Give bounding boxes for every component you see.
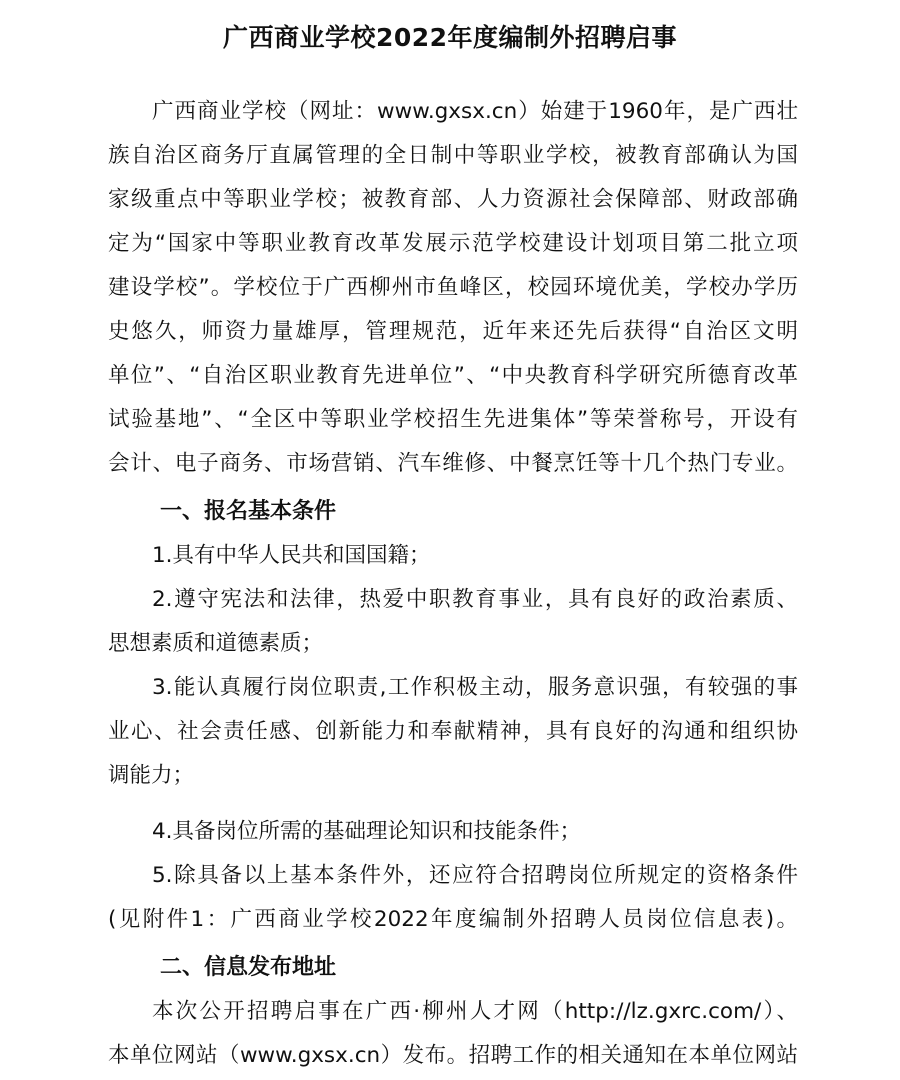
intro-line-6: 史悠久，师资力量雄厚，管理规范，近年来还先后获得“自治区文明 xyxy=(108,319,798,344)
intro-line-1: 广西商业学校（网址：www.gxsx.cn）始建于1960年，是广西壮 xyxy=(152,99,798,124)
condition-3-line-3: 调能力； xyxy=(108,763,195,788)
section-1-heading: 一、报名基本条件 xyxy=(160,499,337,524)
section-2-heading: 二、信息发布地址 xyxy=(160,955,337,980)
condition-2-line-1: 2.遵守宪法和法律，热爱中职教育事业，具有良好的政治素质、 xyxy=(152,587,798,612)
document-title: 广西商业学校2022年度编制外招聘启事 xyxy=(222,23,678,52)
publish-line-2: 本单位网站（www.gxsx.cn）发布。招聘工作的相关通知在本单位网站 xyxy=(108,1043,798,1068)
condition-4: 4.具备岗位所需的基础理论知识和技能条件； xyxy=(152,819,582,844)
condition-1: 1.具有中华人民共和国国籍； xyxy=(152,543,431,568)
intro-line-4: 定为“国家中等职业教育改革发展示范学校建设计划项目第二批立项 xyxy=(108,231,798,256)
condition-5-line-1: 5.除具备以上基本条件外，还应符合招聘岗位所规定的资格条件 xyxy=(152,863,798,888)
intro-line-2: 族自治区商务厅直属管理的全日制中等职业学校，被教育部确认为国 xyxy=(108,143,798,168)
condition-5-line-2: (见附件1：广西商业学校2022年度编制外招聘人员岗位信息表)。 xyxy=(108,907,798,932)
intro-line-7: 单位”、“自治区职业教育先进单位”、“中央教育科学研究所德育改革 xyxy=(108,363,798,388)
publish-line-1: 本次公开招聘启事在广西·柳州人才网（http://lz.gxrc.com/）、 xyxy=(152,999,798,1024)
condition-3-line-2: 业心、社会责任感、创新能力和奉献精神，具有良好的沟通和组织协 xyxy=(108,719,798,744)
condition-3-line-1: 3.能认真履行岗位职责,工作积极主动，服务意识强，有较强的事 xyxy=(152,675,798,700)
intro-line-3: 家级重点中等职业学校；被教育部、人力资源社会保障部、财政部确 xyxy=(108,187,798,212)
intro-line-8: 试验基地”、“全区中等职业学校招生先进集体”等荣誉称号，开设有 xyxy=(108,407,798,432)
intro-line-9: 会计、电子商务、市场营销、汽车维修、中餐烹饪等十几个热门专业。 xyxy=(108,451,798,476)
condition-2-line-2: 思想素质和道德素质； xyxy=(108,631,324,656)
intro-line-5: 建设学校”。学校位于广西柳州市鱼峰区，校园环境优美，学校办学历 xyxy=(108,275,798,300)
